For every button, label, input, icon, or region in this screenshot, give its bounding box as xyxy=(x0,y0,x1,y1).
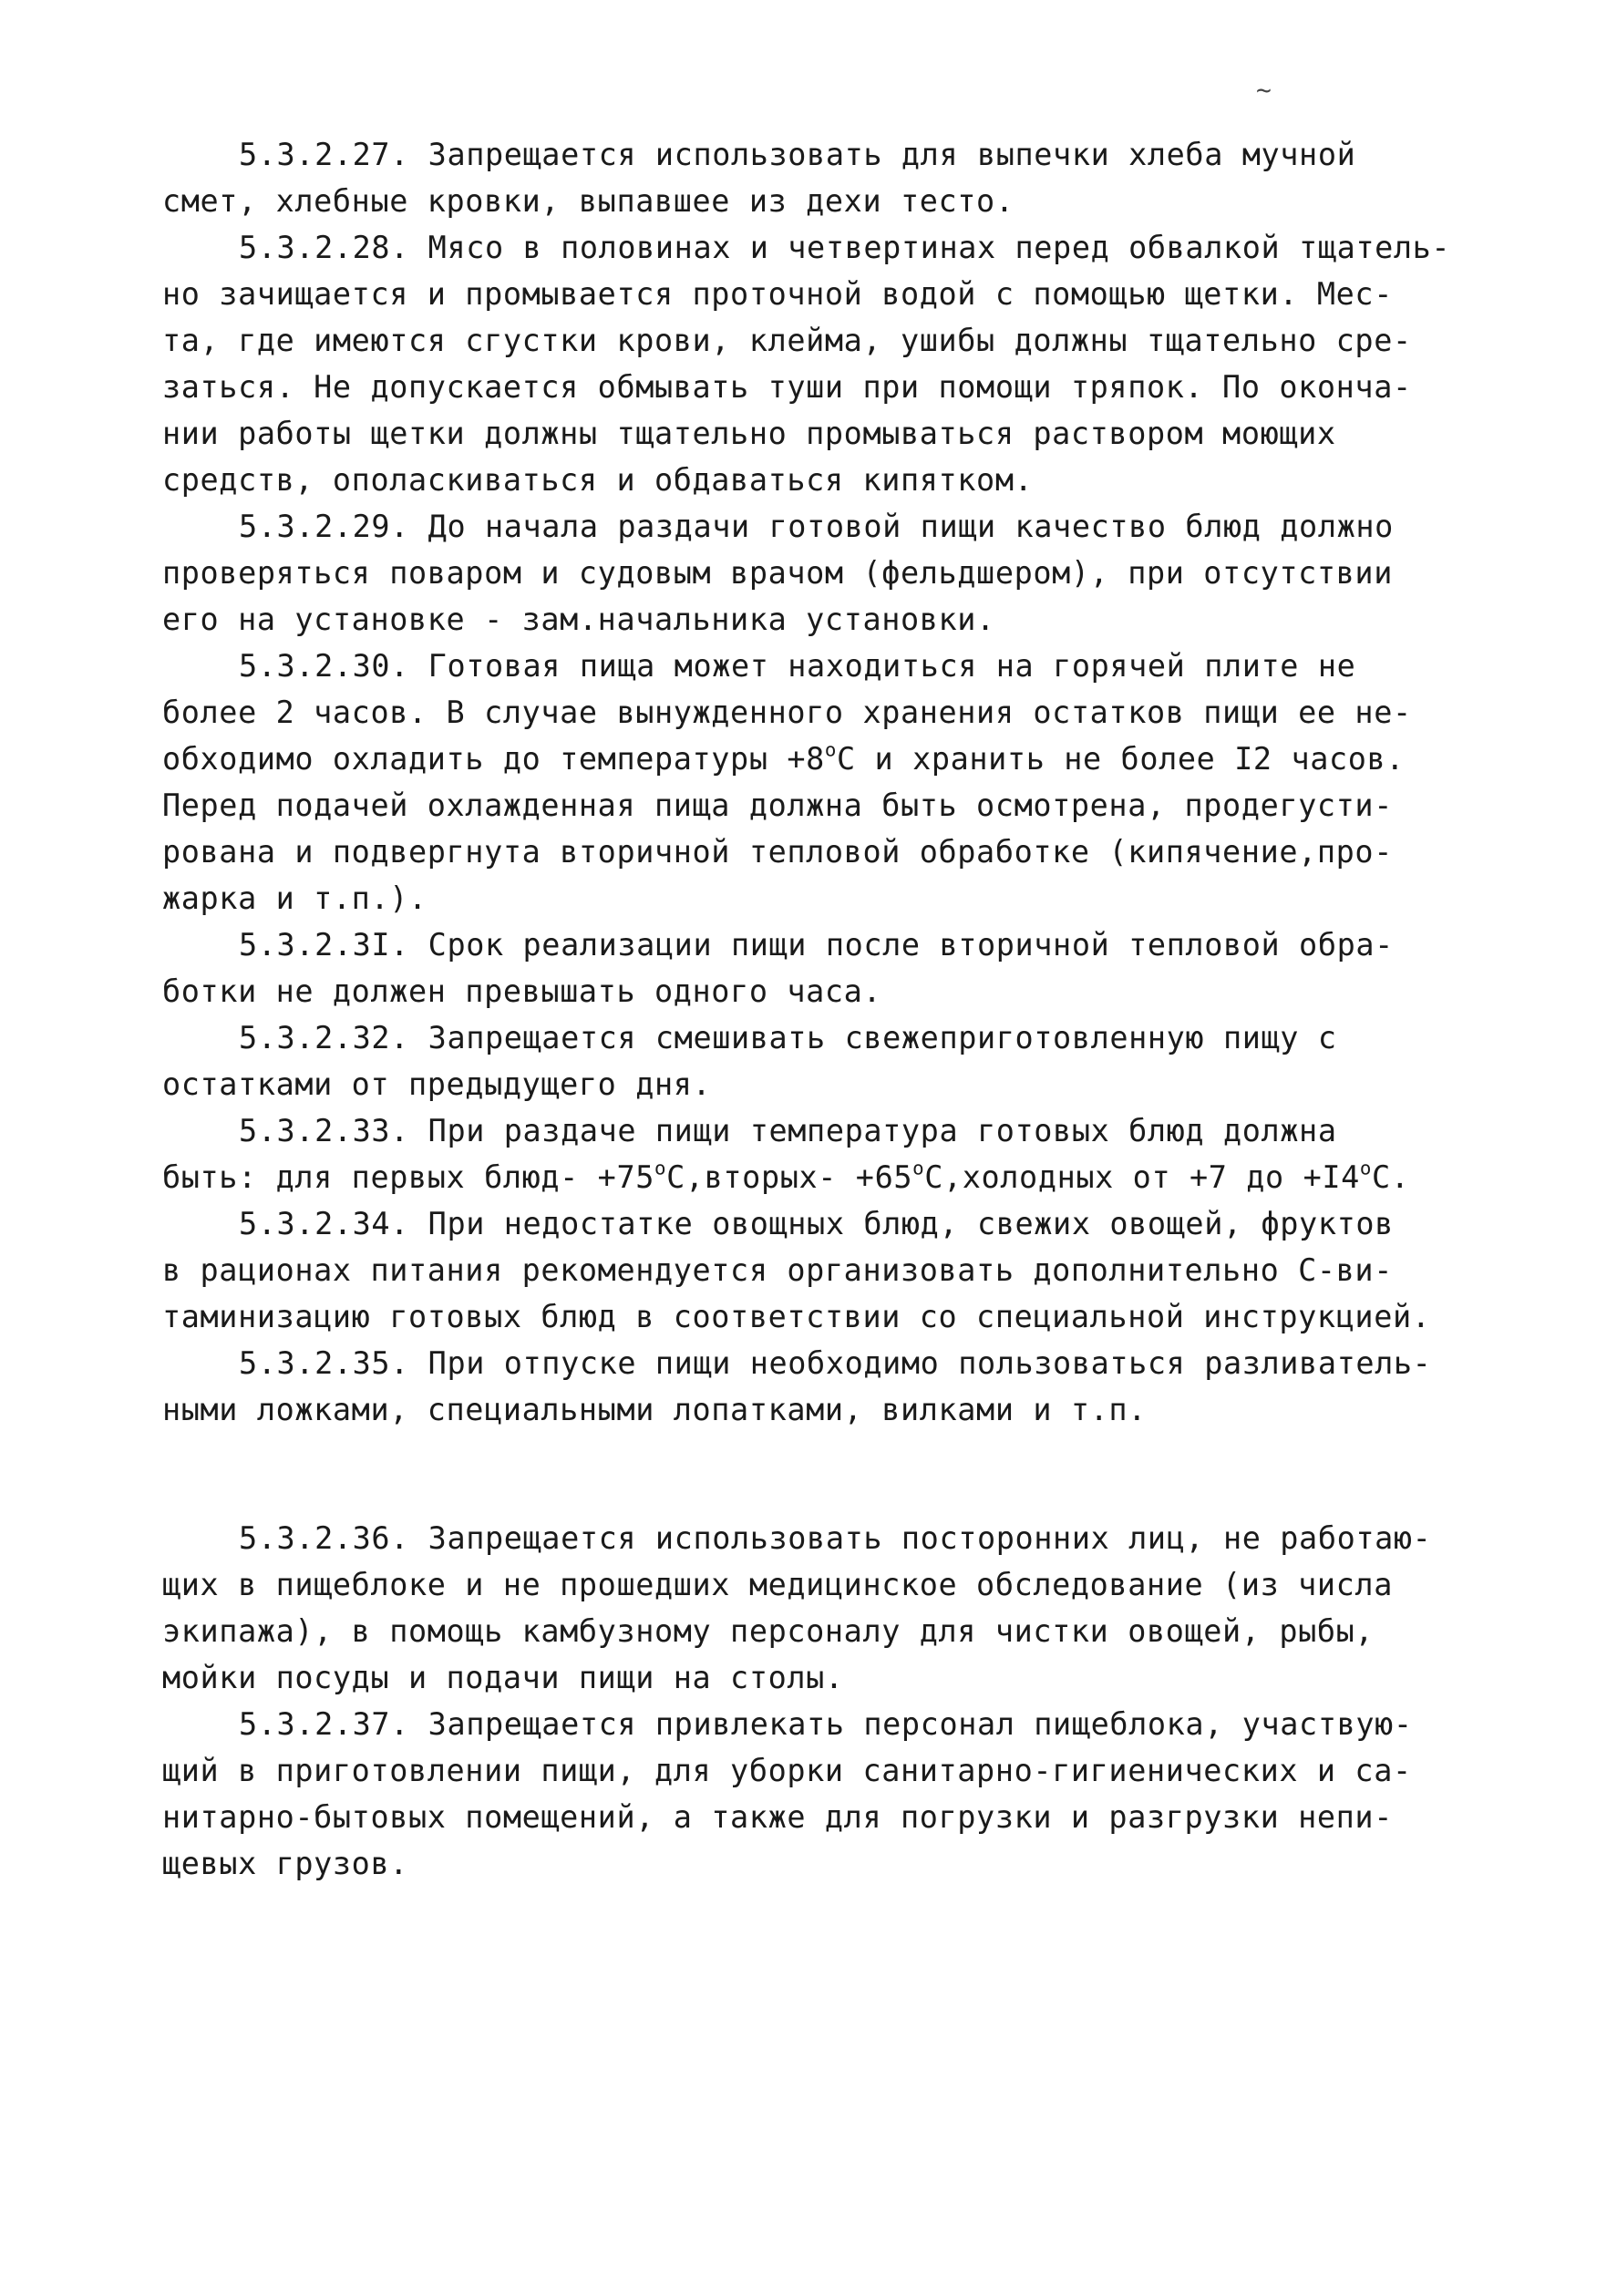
text-line: смет, хлебные кровки, выпавшее из дехи тесто. xyxy=(162,183,1014,219)
text-line: рована и подвергнута вторичной тепловой обработке (кипячение,про- xyxy=(162,834,1393,870)
text-line: заться. Не допускается обмывать туши при помощи тряпок. По оконча- xyxy=(162,369,1412,405)
text-line: 5.3.2.37. Запрещается привлекать персонал пищеблока, участвую- xyxy=(239,1706,1413,1742)
document-text-upper xyxy=(162,131,1484,1433)
text-line: более 2 часов. В случае вынужденного хранения остатков пищи ее не- xyxy=(162,695,1412,730)
text-line: быть: для первых блюд- $+75^oС,вторых-$ $+65^oС,холодных$ от +7 до $+I4^oС$. xyxy=(162,1157,1410,1195)
text-line: 5.3.2.34. При недостатке овощных блюд, свежих овощей, фруктов xyxy=(239,1206,1394,1241)
text-line: 5.3.2.29. До начала раздачи готовой пищи качество блюд должно xyxy=(239,509,1394,544)
text-line: таминизацию готовых блюд в соответствии со специальной инструкцией. xyxy=(162,1299,1431,1334)
text-line: но зачищается и промывается проточной водой с помощью щетки. Мес- xyxy=(162,276,1393,312)
text-line: его на установке - зам.начальника установки. xyxy=(162,602,995,637)
text-line: 5.3.2.30. Готовая пища может находиться на горячей плите не xyxy=(239,648,1356,684)
text-line: щих в пищеблоке и не прошедших медицинское обследование (из числа xyxy=(162,1567,1393,1602)
text-line: нитарно-бытовых помещений, а также для погрузки и разгрузки непи- xyxy=(162,1799,1393,1835)
text-line: жарка и т.п.). xyxy=(162,880,427,916)
text-line: 5.3.2.33. При раздаче пищи температура готовых блюд должна xyxy=(239,1113,1337,1148)
document-text-lower xyxy=(162,1515,1484,1887)
text-line: ными ложками, специальными лопатками, вилками и т.п. xyxy=(162,1392,1147,1427)
text-line: 5.3.2.3I. Срок реализации пищи после вторичной тепловой обра- xyxy=(239,927,1394,963)
text-line: проверяться поваром и судовым врачом (фельдшером), при отсутствии xyxy=(162,555,1393,591)
text-line: 5.3.2.35. При отпуске пищи необходимо пользоваться разливатель- xyxy=(239,1345,1432,1381)
text-line: 5.3.2.28. Мясо в половинах и четвертинах перед обвалкой тщатель- xyxy=(239,230,1451,265)
text-line: щевых грузов. xyxy=(162,1846,408,1881)
text-line: Перед подачей охлажденная пища должна быть осмотрена, продегусти- xyxy=(162,788,1393,823)
text-line: 5.3.2.27. Запрещается использовать для выпечки хлеба мучной xyxy=(239,137,1356,172)
text-line: нии работы щетки должны тщательно промываться раствором моющих xyxy=(162,416,1336,451)
text-line: обходимо охладить до температуры $+8^oС$ и хранить не более I2 часов. xyxy=(162,738,1406,777)
text-line: ботки не должен превышать одного часа. xyxy=(162,973,882,1009)
text-line: 5.3.2.36. Запрещается использовать посторонних лиц, не работаю- xyxy=(239,1520,1432,1556)
text-line: средств, ополаскиваться и обдаваться кипятком. xyxy=(162,462,1034,498)
page-number-mark: ~ xyxy=(1256,75,1270,105)
text-line: остатками от предыдущего дня. xyxy=(162,1066,712,1102)
text-line: щий в приготовлении пищи, для уборки санитарно-гигиенических и са- xyxy=(162,1753,1412,1788)
text-line: мойки посуды и подачи пищи на столы. xyxy=(162,1660,844,1695)
text-line: экипажа), в помощь камбузному персоналу для чистки овощей, рыбы, xyxy=(162,1613,1375,1649)
text-line: 5.3.2.32. Запрещается смешивать свежеприготовленную пищу с xyxy=(239,1020,1337,1055)
text-line: в рационах питания рекомендуется организовать дополнительно С-ви- xyxy=(162,1252,1393,1288)
text-line: та, где имеются сгустки крови, клейма, ушибы должны тщательно сре- xyxy=(162,323,1412,358)
